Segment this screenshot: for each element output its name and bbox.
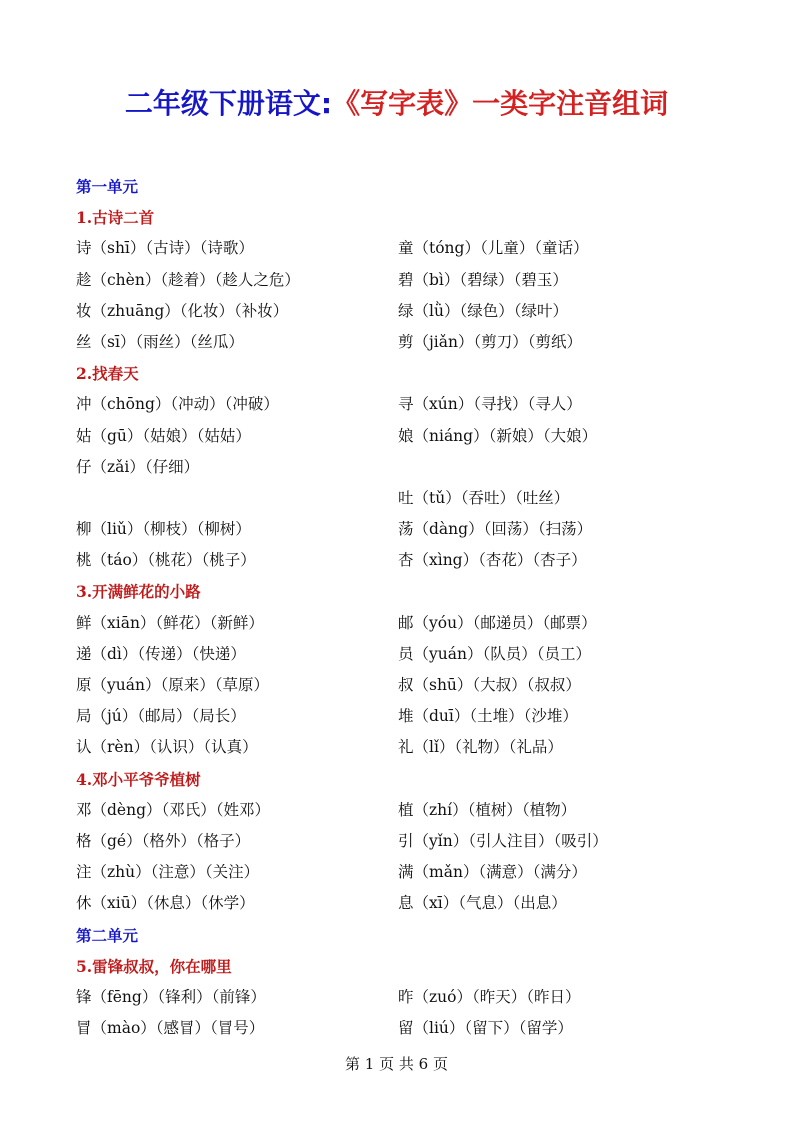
vocab-row — [76, 982, 756, 1013]
vocab-row — [76, 888, 756, 919]
unit-heading — [76, 171, 756, 202]
page-title-grade: 二年级下册语文: — [124, 87, 333, 120]
vocab-entry-left: 姑（gū）（姑娘）（姑姑） — [76, 426, 251, 445]
vocab-entry-right: 引（yǐn）（引人注目）（吸引） — [398, 831, 608, 850]
vocab-row — [76, 296, 756, 327]
vocab-row — [76, 327, 756, 358]
vocab-row — [76, 826, 756, 857]
lesson-heading-text: 2.找春天 — [76, 364, 139, 384]
vocab-entry-left: 仔（zǎi）（仔细） — [76, 457, 200, 476]
vocab-entry-left: 休（xiū）（休息）（休学） — [76, 894, 255, 913]
vocab-entry-right: 员（yuán）（队员）（员工） — [398, 644, 591, 663]
vocab-entry-left: 局（jú）（邮局）（局长） — [76, 707, 246, 726]
lesson-heading-text: 1.古诗二首 — [76, 208, 155, 228]
vocab-row — [76, 670, 756, 701]
page-footer: 第 1 页 共 6 页 — [345, 1055, 448, 1073]
vocab-entry-left: 诗（shī）（古诗）（诗歌） — [76, 239, 254, 258]
vocab-entry-left: 柳（liǔ）（柳枝）（柳树） — [76, 520, 251, 539]
vocab-entry-left: 丝（sī）（雨丝）（丝瓜） — [76, 332, 244, 351]
vocab-entry-left: 冒（mào）（感冒）（冒号） — [76, 1019, 265, 1038]
vocab-entry-left: 格（gé）（格外）（格子） — [76, 831, 251, 850]
vocab-entry-left: 冲（chōng）（冲动）（冲破） — [76, 395, 279, 414]
vocab-entry-left: 趁（chèn）（趁着）（趁人之危） — [76, 270, 300, 289]
lesson-heading-text: 3.开满鲜花的小路 — [76, 582, 201, 602]
vocab-entry-left: 妆（zhuāng）（化妆）（补妆） — [76, 301, 289, 320]
vocab-entry-right: 植（zhí）（植树）（植物） — [398, 800, 577, 819]
vocab-row — [76, 389, 756, 420]
vocab-entry-right: 昨（zuó）（昨天）（昨日） — [398, 987, 581, 1006]
vocab-entry-left: 桃（táo）（桃花）（桃子） — [76, 551, 256, 570]
vocab-row — [76, 483, 756, 514]
vocabulary-list — [76, 171, 756, 1044]
vocab-entry-right: 满（mǎn）（满意）（满分） — [398, 863, 587, 882]
vocab-entry-left: 鲜（xiān）（鲜花）（新鲜） — [76, 613, 264, 632]
unit-heading — [76, 920, 756, 951]
vocab-row — [76, 732, 756, 763]
lesson-heading — [76, 202, 756, 233]
vocab-row — [76, 1013, 756, 1044]
page-title — [0, 84, 793, 124]
page-title-subject: 《写字表》一类字注音组词 — [332, 87, 669, 120]
lesson-heading-text: 4.邓小平爷爷植树 — [76, 769, 201, 789]
vocab-row — [76, 233, 756, 264]
vocab-entry-right: 娘（niáng）（新娘）（大娘） — [398, 426, 598, 445]
vocab-row — [76, 421, 756, 452]
vocab-row — [76, 639, 756, 670]
vocab-entry-right: 礼（lǐ）（礼物）（礼品） — [398, 738, 563, 757]
vocab-entry-right: 息（xī）（气息）（出息） — [398, 894, 567, 913]
vocab-row — [76, 514, 756, 545]
lesson-heading — [76, 951, 756, 982]
vocab-entry-right: 童（tóng）（儿童）（童话） — [398, 239, 589, 258]
lesson-heading — [76, 764, 756, 795]
vocab-row — [76, 795, 756, 826]
unit-heading-text: 第一单元 — [76, 177, 139, 196]
vocab-entry-left: 认（rèn）（认识）（认真） — [76, 738, 258, 757]
lesson-heading — [76, 576, 756, 607]
vocab-entry-left: 注（zhù）（注意）（关注） — [76, 863, 260, 882]
vocab-entry-right: 荡（dàng）（回荡）（扫荡） — [398, 520, 593, 539]
lesson-heading-text: 5.雷锋叔叔，你在哪里 — [76, 956, 232, 976]
vocab-entry-right: 剪（jiǎn）（剪刀）（剪纸） — [398, 332, 582, 351]
unit-heading-text: 第二单元 — [76, 925, 139, 945]
vocab-row — [76, 452, 756, 483]
vocab-entry-right: 邮（yóu）（邮递员）（邮票） — [398, 613, 597, 632]
vocab-entry-left: 邓（dèng）（邓氏）（姓邓） — [76, 800, 271, 819]
vocab-row — [76, 857, 756, 888]
vocab-entry-right: 堆（duī）（土堆）（沙堆） — [398, 707, 578, 726]
vocab-entry-right: 留（liú）（留下）（留学） — [398, 1019, 573, 1038]
vocab-row — [76, 608, 756, 639]
vocab-entry-right: 叔（shū）（大叔）（叔叔） — [398, 676, 581, 694]
vocab-entry-left: 递（dì）（传递）（快递） — [76, 644, 246, 663]
lesson-heading — [76, 358, 756, 389]
vocab-entry-left: 原（yuán）（原来）（草原） — [76, 676, 269, 694]
vocab-entry-right: 杏（xìng）（杏花）（杏子） — [398, 551, 587, 570]
vocab-entry-left: 锋（fēng）（锋利）（前锋） — [76, 987, 266, 1006]
vocab-entry-right: 绿（lǜ）（绿色）（绿叶） — [398, 301, 568, 320]
vocab-entry-right: 吐（tǔ）（吞吐）（吐丝） — [398, 488, 570, 507]
vocab-entry-right: 碧（bì）（碧绿）（碧玉） — [398, 270, 568, 289]
vocab-row — [76, 265, 756, 296]
vocab-row — [76, 545, 756, 576]
vocab-row — [76, 701, 756, 732]
vocab-entry-right: 寻（xún）（寻找）（寻人） — [398, 395, 582, 414]
